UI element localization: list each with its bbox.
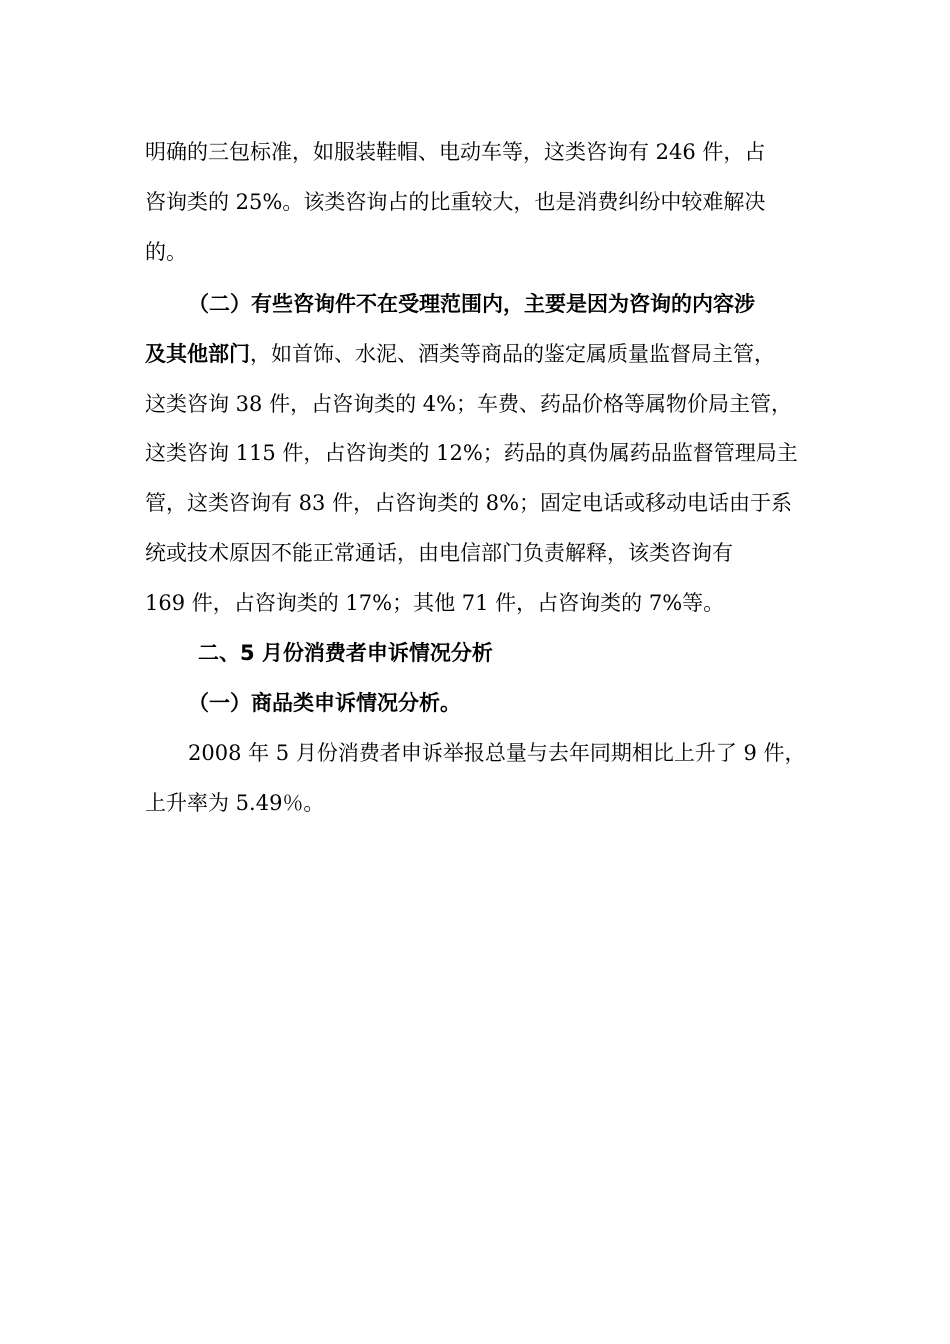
paragraph-line: 这类咨询 38 件，占咨询类的 4%；车费、药品价格等属物价局主管， (145, 392, 793, 416)
paragraph-line: 咨询类的 25%。该类咨询占的比重较大，也是消费纠纷中较难解决 (145, 190, 766, 214)
paragraph-line: 的。 (145, 240, 187, 264)
bold-lead-text: 及其他部门 (145, 342, 250, 366)
section-heading: 二、5 月份消费者申诉情况分析 (198, 641, 493, 665)
paragraph-line: 统或技术原因不能正常通话，由电信部门负责解释，该类咨询有 (145, 541, 733, 565)
bold-lead-text: （二）有些咨询件不在受理范围内，主要是因为咨询的内容涉 (188, 292, 755, 316)
paragraph-line: 管，这类咨询有 83 件，占咨询类的 8%；固定电话或移动电话由于系 (145, 491, 793, 515)
paragraph-line: 169 件，占咨询类的 17%；其他 71 件，占咨询类的 7%等。 (145, 591, 725, 615)
paragraph-line: 2008 年 5 月份消费者申诉举报总量与去年同期相比上升了 9 件， (188, 741, 806, 765)
paragraph-line-mixed (145, 340, 775, 368)
paragraph-line: 明确的三包标准，如服装鞋帽、电动车等，这类咨询有 246 件，占 (145, 140, 766, 164)
paragraph-line: 上升率为 5.49％。 (145, 791, 325, 815)
paragraph-line: 这类咨询 115 件，占咨询类的 12%；药品的真伪属药品监督管理局主 (145, 441, 798, 465)
subsection-heading: （一）商品类申诉情况分析。 (188, 691, 461, 715)
paragraph-text: ，如首饰、水泥、酒类等商品的鉴定属质量监督局主管， (250, 342, 775, 366)
